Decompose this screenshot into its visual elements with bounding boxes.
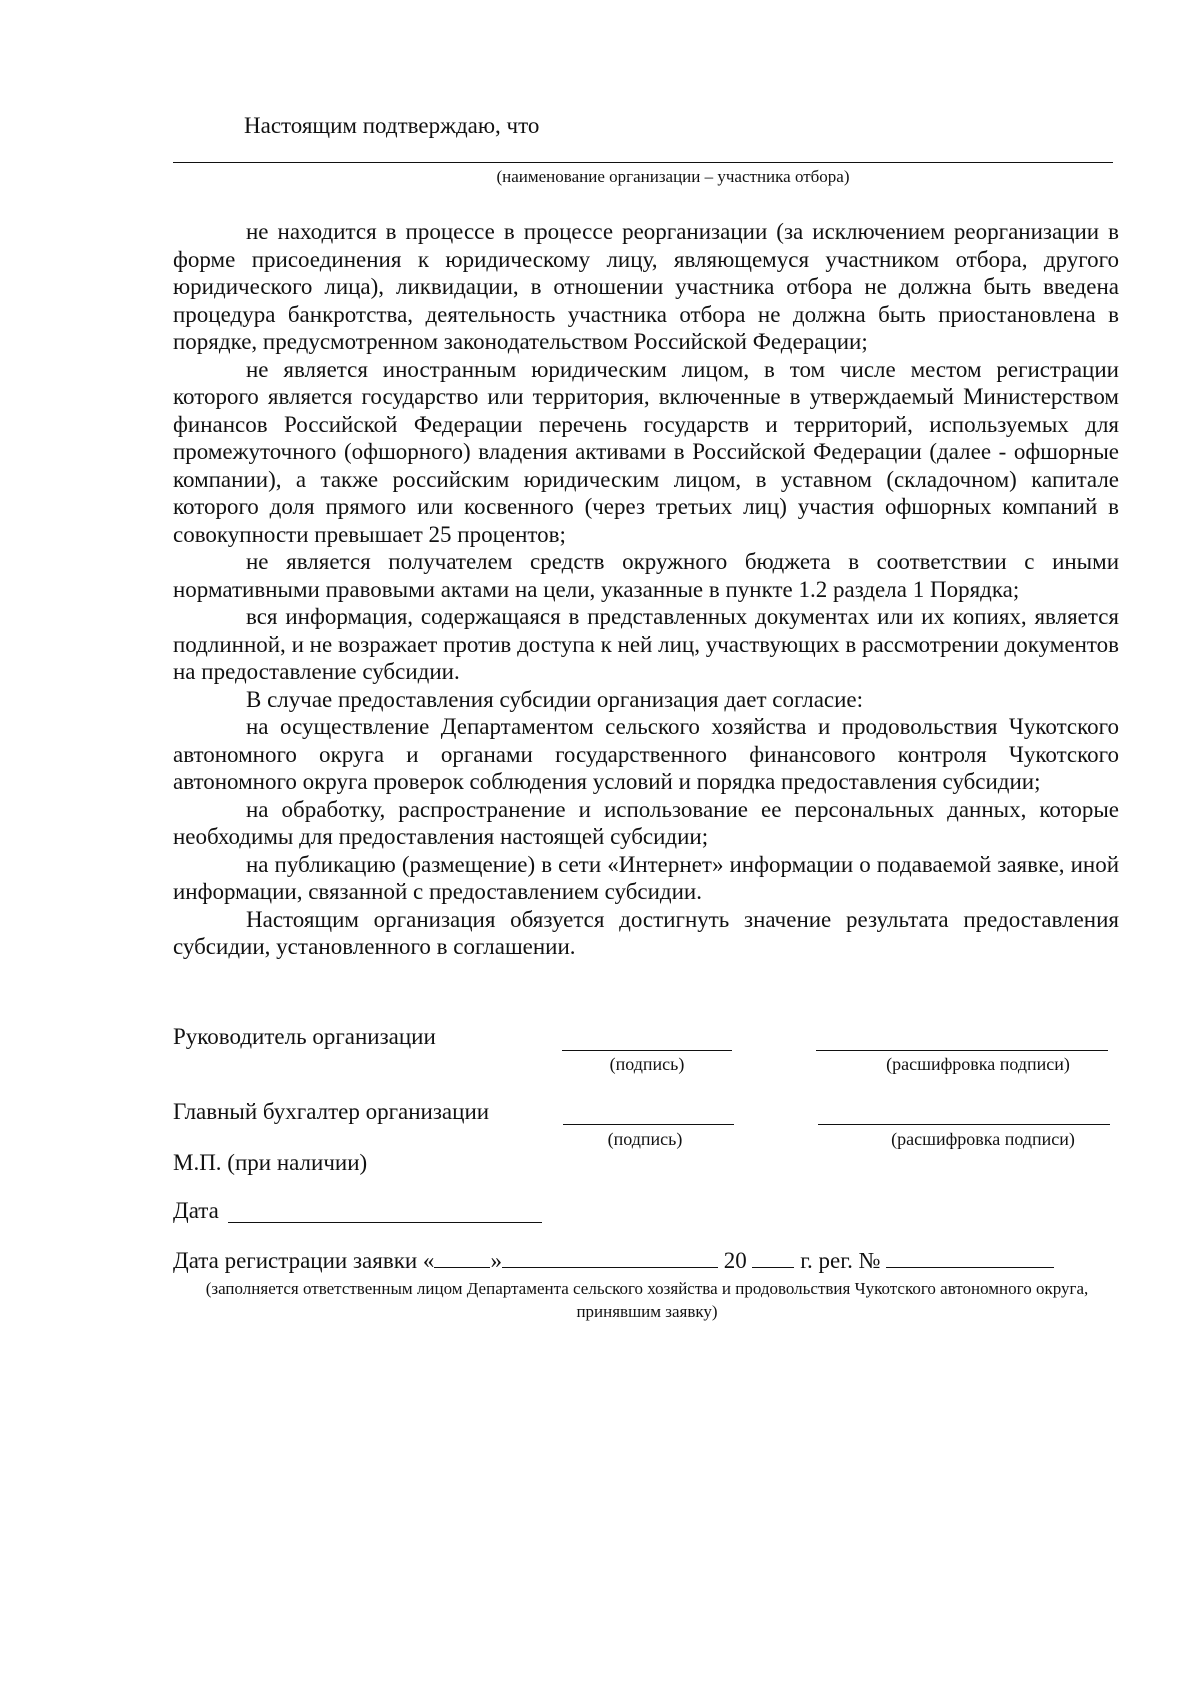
paragraph-not-recipient: не является получателем средств окружного бюджета в соответствии с иными нормативными правовыми актами на цели, указанные в пункте 1.2 раздела 1 Порядка; <box>173 549 1119 602</box>
accountant-label: Главный бухгалтер организации <box>173 1099 490 1124</box>
paragraph-consent-publication: на публикацию (размещение) в сети «Интернет» информации о подаваемой заявке, иной информации, связанной с предоставлением субсидии. <box>173 851 1119 904</box>
head-decoding-caption: (расшифровка подписи) <box>886 1054 1070 1074</box>
paragraph-consent-personal-data: на обработку, распространение и использование ее персональных данных, которые необходимы для предоставления настоящей субсидии; <box>173 796 1119 849</box>
head-signature-caption: (подпись) <box>609 1054 685 1074</box>
paragraph-not-foreign: не является иностранным юридическим лицом, в том числе местом регистрации которого является государство или территория, включенные в утверждаемый Министерством финансов Российской Федерации перечень государств и территорий, используемых для промежуточного (офшорного) владения активами в Российской Федерации (далее - офшорные компании), а также российским юридическим лицом, в уставном (складочном) капитале которого доля прямого или косвенного (через третьих лиц) участия офшорных компаний в совокупности превышает 25 процентов; <box>173 356 1119 547</box>
date-label: Дата <box>173 1198 219 1223</box>
head-decoding-line[interactable] <box>816 1050 1108 1051</box>
paragraph-consent-intro: В случае предоставления субсидии организация дает согласие: <box>246 686 864 712</box>
registration-number-blank[interactable] <box>886 1247 1054 1268</box>
head-label: Руководитель организации <box>173 1024 436 1049</box>
intro-text: Настоящим подтверждаю, что <box>244 113 540 138</box>
registration-day-blank[interactable] <box>434 1247 490 1268</box>
registration-label: Дата регистрации заявки « <box>173 1248 435 1273</box>
organization-name-line <box>173 162 1113 163</box>
date-line[interactable] <box>228 1222 542 1223</box>
registration-caption: (заполняется ответственным лицом Департамента сельского хозяйства и продовольствия Чукотского автономного округа, принявшим заявку) <box>205 1279 1089 1321</box>
registration-year-suffix: г. рег. № <box>794 1248 887 1273</box>
declaration-body <box>173 218 1119 961</box>
registration-year-blank[interactable] <box>752 1247 794 1268</box>
paragraph-info-authentic: вся информация, содержащаяся в представленных документах или их копиях, является подлинной, и не возражает против доступа к ней лиц, участвующих в рассмотрении документов на предоставление субсидии. <box>173 604 1119 684</box>
registration-quote-close: » <box>490 1248 502 1273</box>
paragraph-not-reorganizing: не находится в процессе в процессе реорганизации (за исключением реорганизации в форме присоединения к юридическому лицу, являющемуся участником отбора, другого юридического лица), ликвидации, в отношении участника отбора не должна быть введена процедура банкротства, деятельность участника отбора не должна быть приостановлена в порядке, предусмотренном законодательством Российской Федерации; <box>173 219 1119 354</box>
accountant-decoding-line[interactable] <box>818 1124 1110 1125</box>
registration-year-prefix: 20 <box>717 1248 753 1273</box>
paragraph-consent-inspections: на осуществление Департаментом сельского хозяйства и продовольствия Чукотского автономного округа и органами государственного финансового контроля Чукотского автономного округа проверок соблюдения условий и порядка предоставления субсидии; <box>173 714 1119 794</box>
head-signature-line[interactable] <box>562 1050 732 1051</box>
registration-month-blank[interactable] <box>502 1247 718 1268</box>
paragraph-obligation: Настоящим организация обязуется достигнуть значение результата предоставления субсидии, установленного в соглашении. <box>173 906 1119 959</box>
accountant-signature-line[interactable] <box>563 1124 734 1125</box>
organization-name-caption: (наименование организации – участника отбора) <box>496 167 850 186</box>
accountant-signature-caption: (подпись) <box>607 1129 683 1149</box>
accountant-decoding-caption: (расшифровка подписи) <box>891 1129 1075 1149</box>
registration-line <box>173 1247 1054 1274</box>
stamp-label: М.П. (при наличии) <box>173 1150 368 1175</box>
